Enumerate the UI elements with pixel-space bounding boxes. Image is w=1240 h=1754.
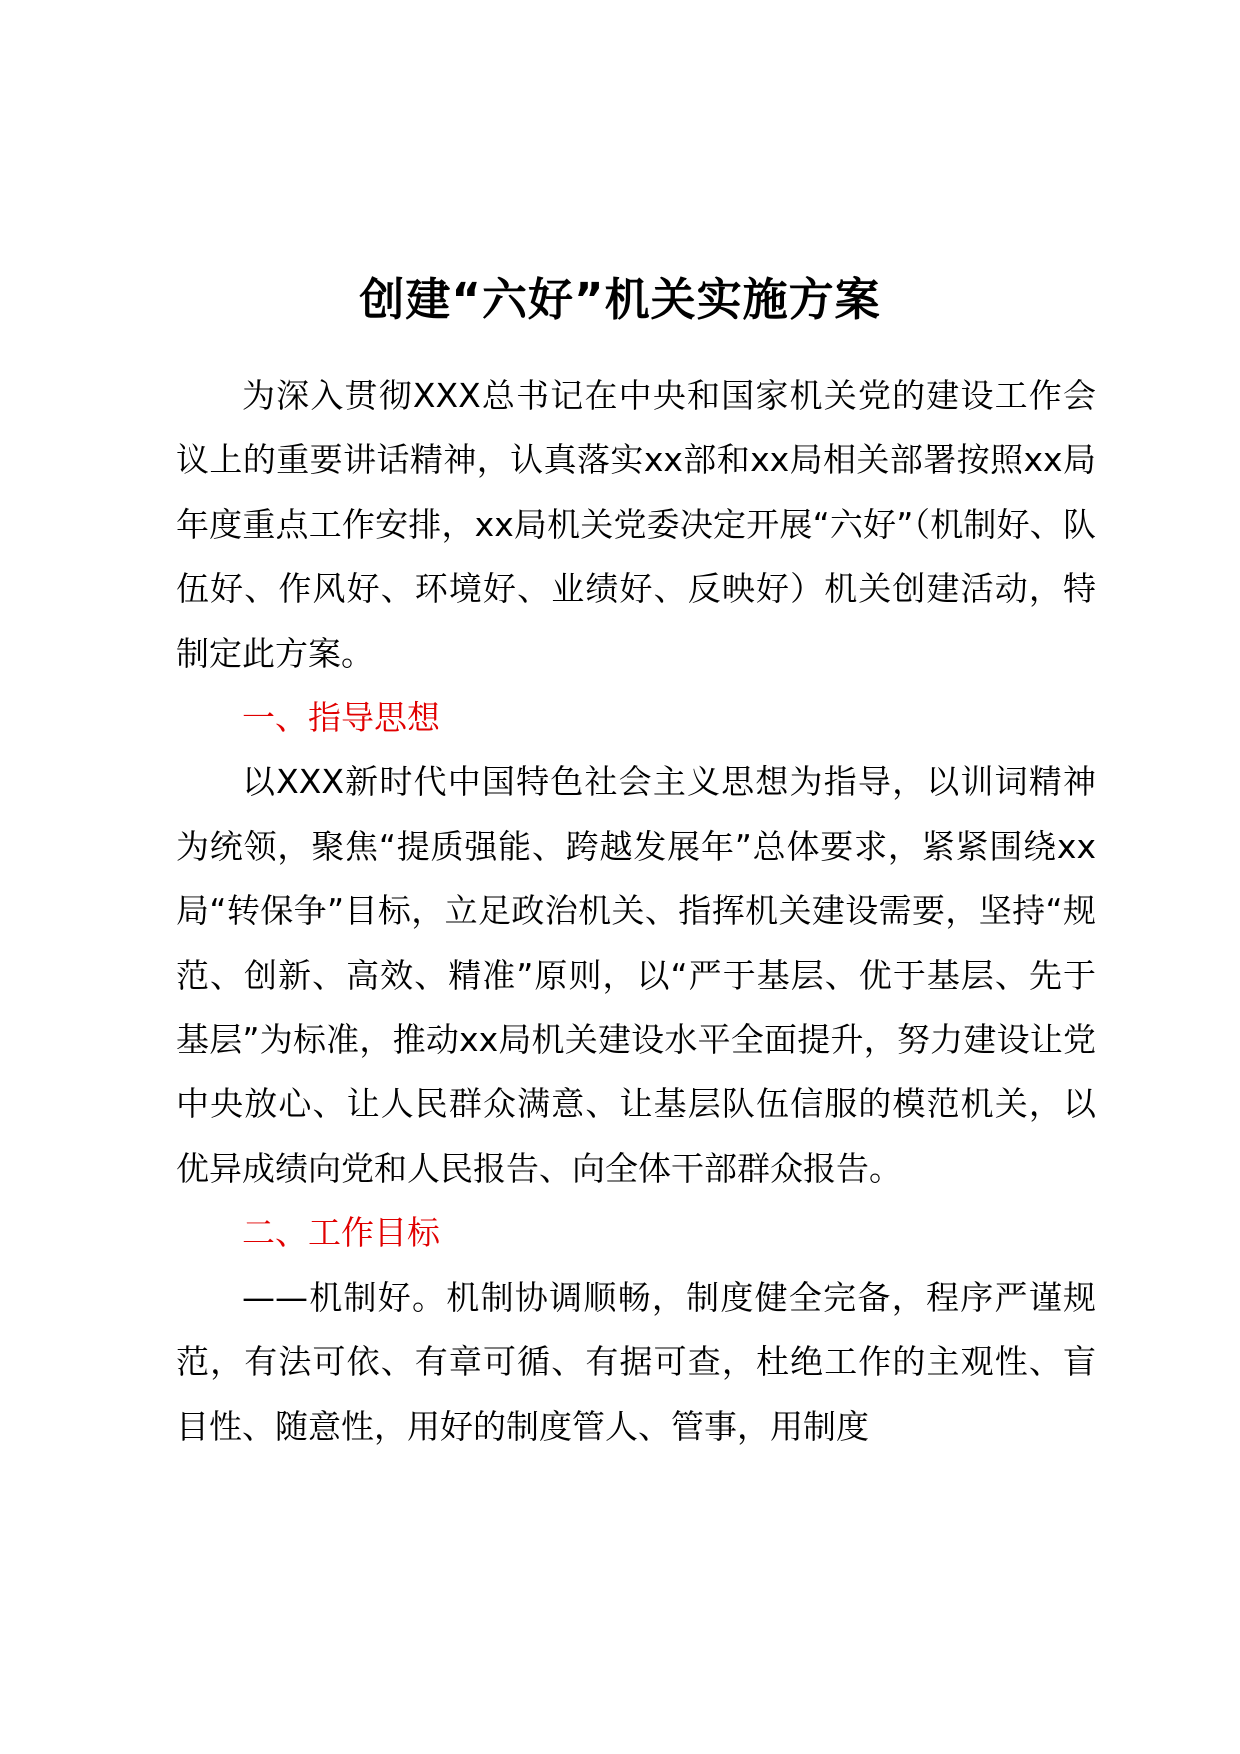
guiding-ideology-paragraph: 以XXX新时代中国特色社会主义思想为指导，以训词精神为统领，聚焦“提质强能、跨越发展年”总体要求，紧紧围绕xx局“转保争”目标，立足政治机关、指挥机关建设需要，坚持“规范、创新、高效、精准”原则，以“严于基层、优于基层、先于基层”为标准，推动xx局机关建设水平全面提升，努力建设让党中央放心、让人民群众满意、让基层队伍信服的模范机关，以优异成绩向党和人民报告、向全体干部群众报告。 bbox=[176, 762, 1096, 1188]
intro-paragraph: 为深入贯彻XXX总书记在中央和国家机关党的建设工作会议上的重要讲话精神，认真落实xx部和xx局相关部署按照xx局年度重点工作安排，xx局机关党委决定开展“六好”（机制好、队伍好、作风好、环境好、业绩好、反映好）机关创建活动，特制定此方案。 bbox=[176, 376, 1096, 673]
document-title: 创建“六好”机关实施方案 bbox=[359, 273, 881, 326]
document-body bbox=[176, 364, 1096, 1459]
section-heading-guiding-ideology: 一、指导思想 bbox=[242, 698, 440, 738]
section-heading-work-goals: 二、工作目标 bbox=[242, 1213, 440, 1253]
work-goals-paragraph: ——机制好。机制协调顺畅，制度健全完备，程序严谨规范，有法可依、有章可循、有据可查，杜绝工作的主观性、盲目性、随意性，用好的制度管人、管事，用制度 bbox=[176, 1277, 1096, 1446]
